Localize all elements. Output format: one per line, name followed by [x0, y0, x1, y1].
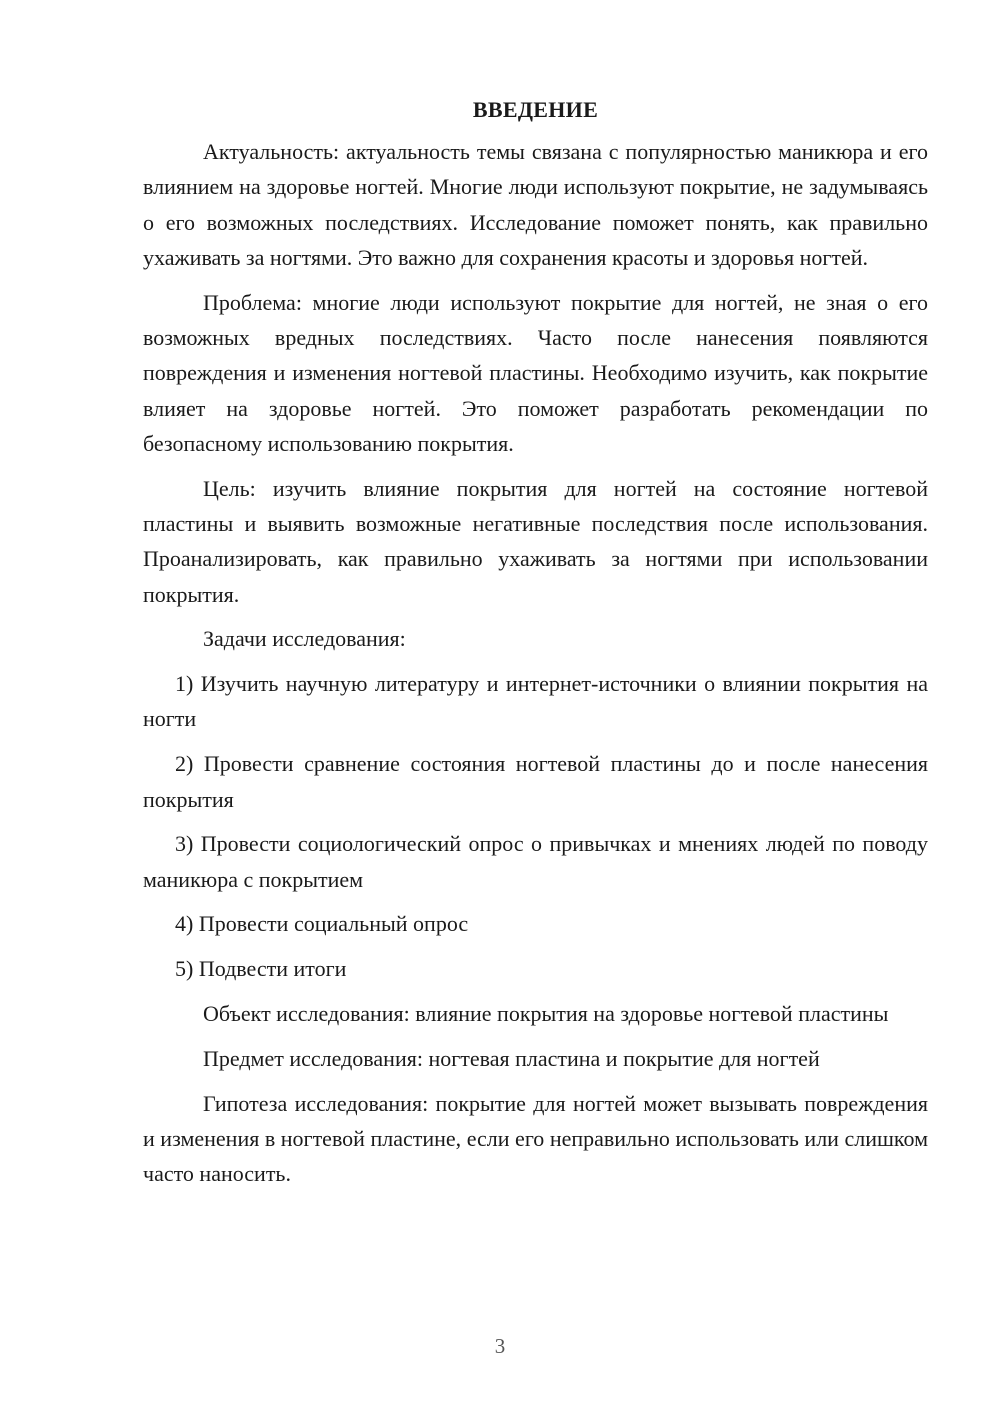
task-item-3: 3) Провести социологический опрос о привычках и мнениях людей по поводу маникюра с покрытием [143, 831, 928, 892]
page-title: ВВЕДЕНИЕ [472, 97, 599, 122]
page-number: 3 [494, 1334, 506, 1358]
hypothesis-paragraph: Гипотеза исследования: покрытие для ногтей может вызывать повреждения и изменения в ногтевой пластине, если его неправильно использовать или слишком часто наносить. [143, 1090, 928, 1187]
tasks-heading: Задачи исследования: [203, 626, 406, 652]
goal-paragraph: Цель: изучить влияние покрытия для ногтей на состояние ногтевой пластины и выявить возможные негативные последствия после использования. Проанализировать, как правильно ухаживать за ногтями при использовании покрытия. [143, 475, 928, 607]
document-page [143, 95, 928, 1201]
task-item-2: 2) Провести сравнение состояния ногтевой пластины до и после нанесения покрытия [143, 751, 928, 812]
task-item-5: 5) Подвести итоги [175, 956, 347, 982]
relevance-paragraph: Актуальность: актуальность темы связана с популярностью маникюра и его влиянием на здоровье ногтей. Многие люди используют покрытие, не задумываясь о его возможных последствиях. Исследование поможет понять, как правильно ухаживать за ногтями. Это важно для сохранения красоты и здоровья ногтей. [143, 139, 928, 270]
problem-paragraph: Проблема: многие люди используют покрытие для ногтей, не зная о его возможных вредных последствиях. Часто после нанесения появляются повреждения и изменения ногтевой пластины. Необходимо изучить, как покрытие влияет на здоровье ногтей. Это поможет разработать рекомендации по безопасному использованию покрытия. [143, 289, 928, 456]
object-paragraph: Объект исследования: влияние покрытия на здоровье ногтевой пластины [203, 1001, 889, 1027]
task-item-1: 1) Изучить научную литературу и интернет-источники о влиянии покрытия на ногти [143, 671, 928, 732]
task-item-4: 4) Провести социальный опрос [175, 911, 469, 937]
subject-paragraph: Предмет исследования: ногтевая пластина и покрытие для ногтей [203, 1045, 820, 1071]
